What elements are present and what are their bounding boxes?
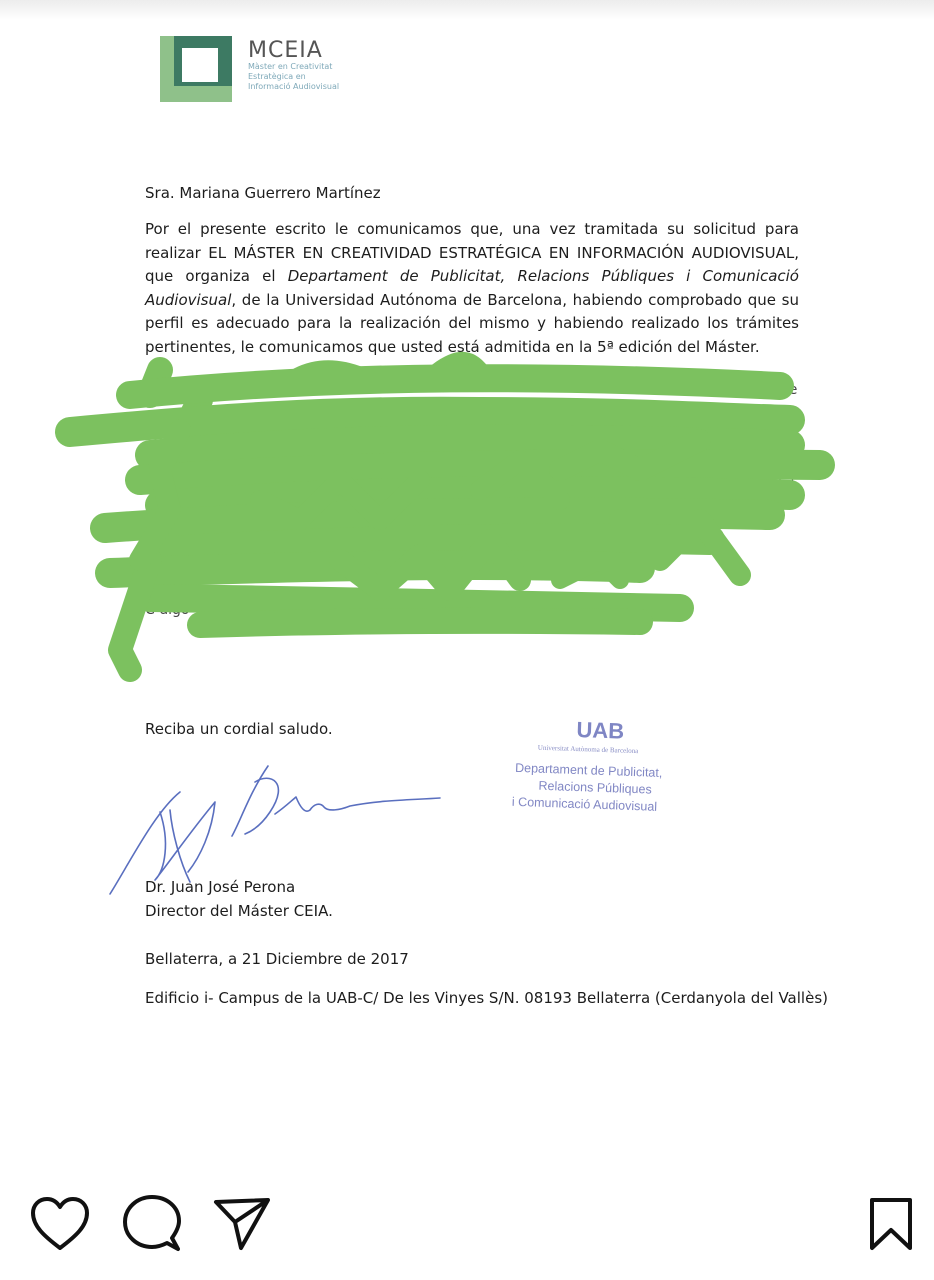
logo-subtitle (248, 62, 358, 92)
address-line: Edificio i- Campus de la UAB-C/ De les Vinyes S/N. 08193 Bellaterra (Cerdanyola del Vallès) (145, 989, 828, 1007)
letter-salutation: Sra. Mariana Guerrero Martínez (145, 184, 381, 202)
share-icon[interactable] (213, 1196, 271, 1252)
mceia-logo-icon (160, 36, 232, 102)
redacted-paragraph (145, 380, 799, 640)
hidden-fragment: s (791, 430, 799, 446)
hidden-fragment: o del (760, 478, 795, 494)
stamp-line: i Comunicació Audiovisual (511, 794, 658, 814)
stamp-line: Departament de Publicitat, (514, 760, 663, 780)
stamp-line: Relacions Públiques (538, 778, 652, 797)
letter-closing: Reciba un cordial saludo. (145, 720, 333, 738)
intro-text: Por el presente escrito le comunicamos que, una vez tramitada su solicitud para realizar EL MÁSTER EN CREATIVIDAD ESTRATÉGICA EN INFORMACIÓN AUDIOVISUAL, que organiza el (145, 220, 799, 286)
logo-subtitle-line: Màster en Creativitat (248, 62, 333, 71)
uab-logo: UAB (576, 716, 625, 744)
intro-text-end: , de la Universidad Autónoma de Barcelona, habiendo comprobado que su perfil es adecuado para la realización del mismo y habiendo realizado los trámites pertinentes, le comunicamos que usted está admitida en la 5ª edición del Máster. (145, 290, 799, 356)
logo-title: MCEIA (248, 38, 323, 63)
stamp-university-name: Universitat Autònoma de Barcelona (537, 743, 639, 756)
hidden-fragment: que (771, 382, 798, 398)
bookmark-icon[interactable] (866, 1196, 916, 1252)
place-and-date: Bellaterra, a 21 Diciembre de 2017 (145, 950, 409, 968)
heart-icon[interactable] (30, 1196, 90, 1252)
letter-intro-paragraph (145, 218, 799, 360)
department-name: Departament de Publicitat, Relacions Públiques i Comunicació Audiovisual (145, 267, 799, 309)
signer-name: Dr. Juan José Perona (145, 878, 296, 896)
comment-icon[interactable] (122, 1194, 182, 1254)
signer-role: Director del Máster CEIA. (145, 902, 333, 920)
department-stamp (503, 715, 707, 832)
top-shadow (0, 0, 934, 20)
hidden-fragment: C digo (145, 602, 190, 618)
logo-subtitle-line: Estratègica en (248, 72, 306, 81)
logo-subtitle-line: Informació Audiovisual (248, 82, 340, 91)
